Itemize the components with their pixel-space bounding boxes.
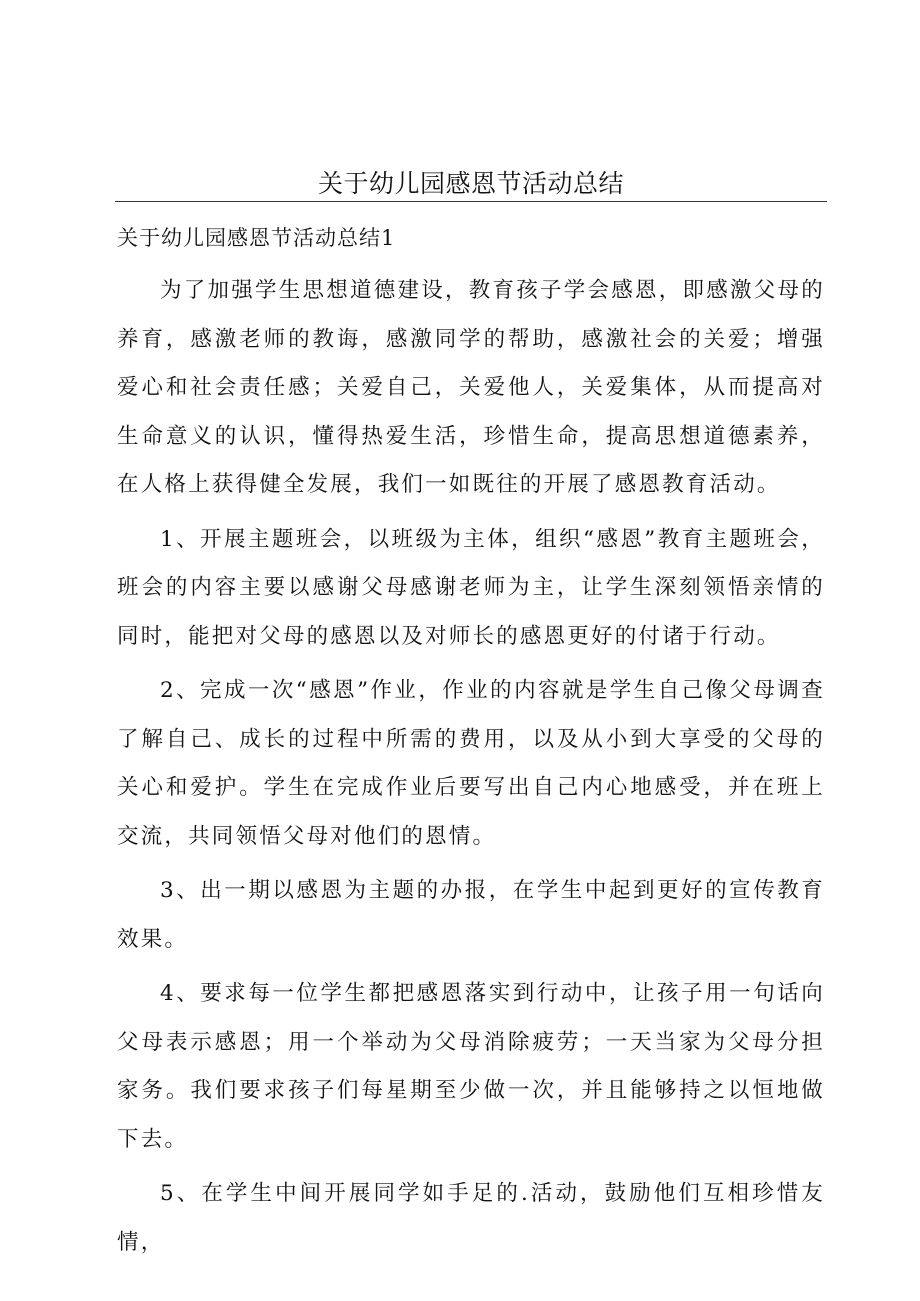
document-title: 关于幼儿园感恩节活动总结 bbox=[317, 169, 624, 198]
paragraph-item-3: 3、出一期以感恩为主题的办报，在学生中起到更好的宣传教育效果。 bbox=[117, 878, 825, 952]
paragraph-item-5: 5、在学生中间开展同学如手足的.活动，鼓励他们互相珍惜友情， bbox=[117, 1181, 825, 1255]
paragraph-item-2: 2、完成一次“感恩”作业，作业的内容就是学生自己像父母调查了解自己、成长的过程中所需的费用，以及从小到大享受的父母的关心和爱护。学生在完成作业后要写出自己内心地感受，并在班上交流，共同领悟父母对他们的恩情。 bbox=[117, 678, 825, 849]
title-underline bbox=[115, 201, 827, 202]
paragraph-item-1: 1、开展主题班会，以班级为主体，组织“感恩”教育主题班会，班会的内容主要以感谢父母感谢老师为主，让学生深刻领悟亲情的同时，能把对父母的感恩以及对师长的感恩更好的付诸于行动。 bbox=[117, 526, 825, 649]
body-text bbox=[117, 267, 825, 1273]
paragraph-item-4: 4、要求每一位学生都把感恩落实到行动中，让孩子用一句话向父母表示感恩；用一个举动为父母消除疲劳；一天当家为父母分担家务。我们要求孩子们每星期至少做一次，并且能够持之以恒地做下去。 bbox=[117, 981, 825, 1152]
paragraph-intro: 为了加强学生思想道德建设，教育孩子学会感恩，即感激父母的养育，感激老师的教诲，感激同学的帮助，感激社会的关爱；增强爱心和社会责任感；关爱自己，关爱他人，关爱集体，从而提高对生命意义的认识，懂得热爱生活，珍惜生命，提高思想道德素养，在人格上获得健全发展，我们一如既往的开展了感恩教育活动。 bbox=[117, 278, 825, 497]
section-heading: 关于幼儿园感恩节活动总结1 bbox=[117, 226, 396, 250]
